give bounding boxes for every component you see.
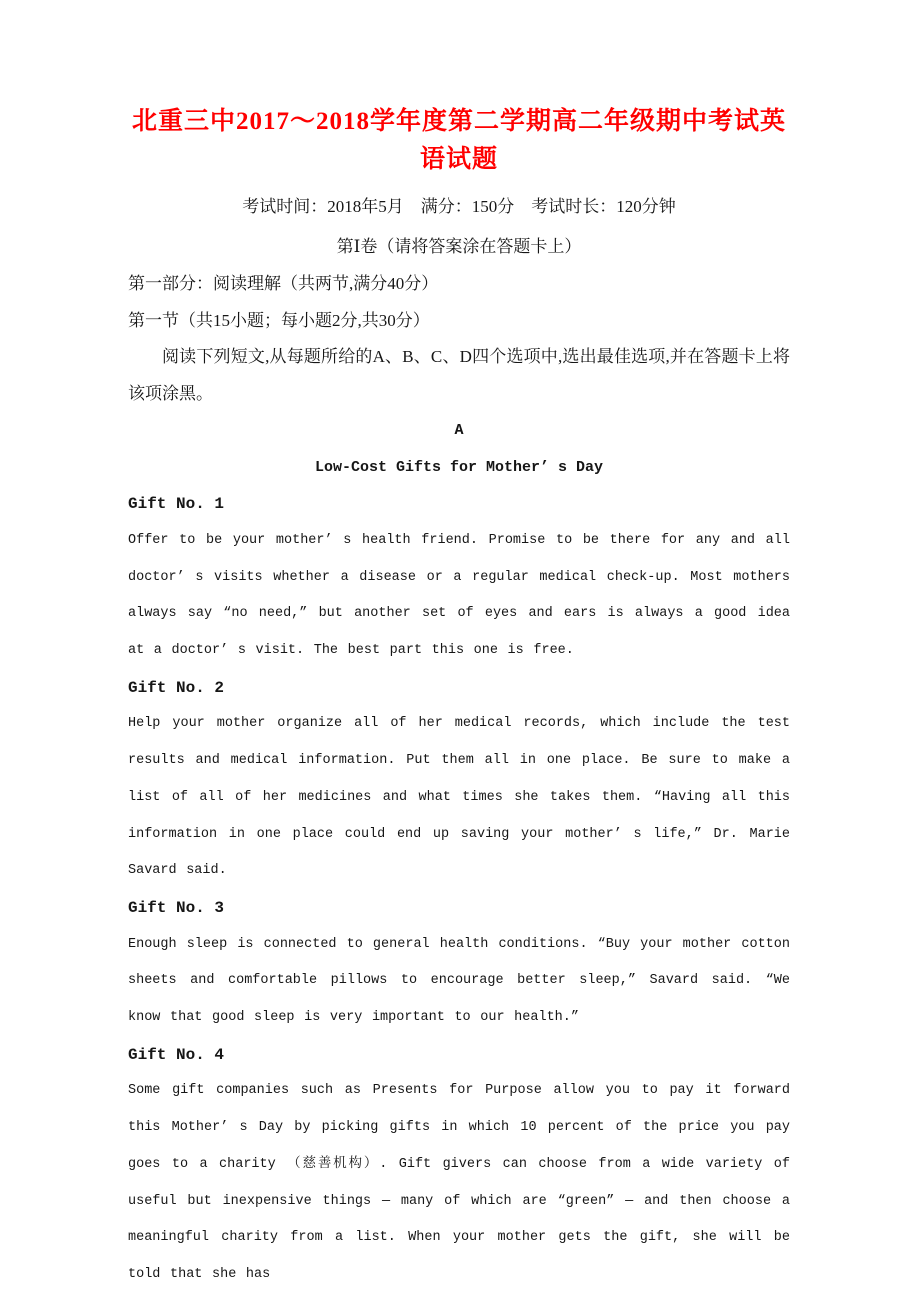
- exam-meta-line: 考试时间：2018年5月 满分：150分 考试时长：120分钟: [242, 197, 676, 216]
- exam-title: 北重三中2017～2018学年度第二学期高二年级期中考试英语试题: [131, 108, 786, 173]
- gift-1-body: Offer to be your mother’ s health friend. Promise to be there for any and all doctor’ s visits whether a disease or a regular medical check-up. Most mothers always say “no need,” but another set of eyes and ears is always a good idea at a doctor’ s visit. The best part this one is free.: [128, 532, 790, 659]
- volume-heading: 第Ⅰ卷（请将答案涂在答题卡上）: [336, 237, 582, 256]
- gift-2-heading: Gift No. 2: [128, 678, 225, 697]
- gift-3-body: Enough sleep is connected to general health conditions. “Buy your mother cotton sheets and comfortable pillows to encourage better sleep,” Savard said. “We know that good sleep is very important to our health.”: [128, 936, 790, 1026]
- passage-title: Low-Cost Gifts for Mother’ s Day: [314, 458, 604, 476]
- gift-1-heading: Gift No. 1: [128, 495, 225, 514]
- gift-2-body: Help your mother organize all of her medical records, which include the test results and medical information. Put them all in one place. Be sure to make a list of all of her medicines and what times she takes them. “Having all this information in one place could end up saving your mother’ s life,” Dr. Marie Savard said.: [128, 716, 790, 879]
- part-one-heading: 第一部分：阅读理解（共两节,满分40分）: [128, 274, 439, 293]
- gift-3-heading: Gift No. 3: [128, 898, 225, 917]
- gift-item-1: [128, 486, 790, 670]
- gift-4-heading: Gift No. 4: [128, 1045, 225, 1064]
- section-one-heading: 第一节（共15小题；每小题2分,共30分）: [128, 310, 430, 330]
- reading-instructions: 阅读下列短文,从每题所给的A、B、C、D四个选项中,选出最佳选项,并在答题卡上将该项涂黑。: [128, 347, 790, 404]
- gift-item-2: [128, 670, 790, 890]
- gift-item-4: [128, 1037, 790, 1294]
- passage-label-a: A: [454, 421, 464, 439]
- gift-item-3: [128, 890, 790, 1037]
- gift-4-body: Some gift companies such as Presents for Purpose allow you to pay it forward this Mother’ s Day by picking gifts in which 10 percent of the price you pay goes to a charity （慈善机构）. Gift givers can choose from a wide variety of useful but inexpensive things — many of which are “green” — and then choose a meaningful charity from a list. When your mother gets the gift, she will be told that she has: [128, 1083, 790, 1282]
